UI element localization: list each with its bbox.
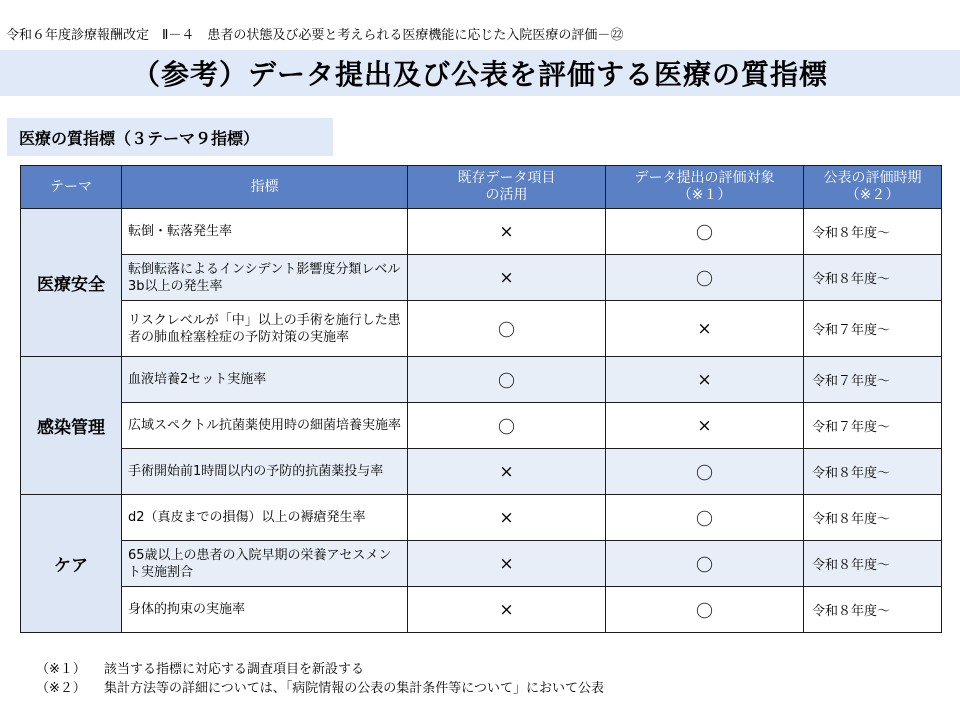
- table-row: [21, 255, 942, 301]
- header-indicator: 指標: [122, 166, 408, 209]
- header-submit-line2: （※１）: [677, 187, 732, 203]
- existing-data-cell: ×: [408, 541, 606, 587]
- table-row: [21, 587, 942, 633]
- section-title: 医療の質指標（３テーマ９指標）: [19, 128, 260, 148]
- data-submission-cell: 〇: [606, 495, 804, 541]
- publish-period-cell: 令和８年度～: [804, 449, 942, 495]
- existing-data-cell: 〇: [408, 357, 606, 403]
- publish-period-cell: 令和８年度～: [804, 255, 942, 301]
- indicator-cell: 65歳以上の患者の入院早期の栄養アセスメント実施割合: [122, 541, 408, 587]
- header-breadcrumb: 令和６年度診療報酬改定 Ⅱ－４ 患者の状態及び必要と考えられる医療機能に応じた入院医療の評価－㉒: [6, 28, 624, 43]
- existing-data-cell: ×: [408, 495, 606, 541]
- publish-period-cell: 令和８年度～: [804, 495, 942, 541]
- table-row: [21, 449, 942, 495]
- theme-cell: ケア: [21, 495, 122, 633]
- table-row: [21, 495, 942, 541]
- header-existing-data: [408, 166, 606, 209]
- publish-period-cell: 令和８年度～: [804, 587, 942, 633]
- existing-data-cell: ×: [408, 209, 606, 255]
- data-submission-cell: ×: [606, 301, 804, 357]
- data-submission-cell: 〇: [606, 209, 804, 255]
- header-publish-line1: 公表の評価時期: [823, 170, 922, 186]
- table-row: [21, 357, 942, 403]
- publish-period-cell: 令和８年度～: [804, 541, 942, 587]
- indicator-cell: リスクレベルが「中」以上の手術を施行した患者の肺血栓塞栓症の予防対策の実施率: [122, 301, 408, 357]
- data-submission-cell: 〇: [606, 587, 804, 633]
- data-submission-cell: 〇: [606, 541, 804, 587]
- existing-data-cell: 〇: [408, 301, 606, 357]
- footnote-key: （※２）: [36, 681, 86, 696]
- indicator-cell: 身体的拘束の実施率: [122, 587, 408, 633]
- header-submit-line1: データ提出の評価対象: [634, 170, 775, 186]
- existing-data-cell: ×: [408, 255, 606, 301]
- indicator-cell: 手術開始前1時間以内の予防的抗菌薬投与率: [122, 449, 408, 495]
- footnote-key: （※１）: [36, 662, 86, 677]
- table-header-row: [21, 166, 942, 209]
- footnote: [36, 679, 604, 698]
- footnote-text: 該当する指標に対応する調査項目を新設する: [104, 662, 365, 677]
- existing-data-cell: ×: [408, 449, 606, 495]
- table-row: [21, 403, 942, 449]
- data-submission-cell: ×: [606, 403, 804, 449]
- indicator-cell: 転倒・転落発生率: [122, 209, 408, 255]
- header-publish-line2: （※２）: [845, 187, 900, 203]
- page-title: （参考）データ提出及び公表を評価する医療の質指標: [131, 58, 828, 91]
- theme-cell: 感染管理: [21, 357, 122, 495]
- indicator-cell: d2（真皮までの損傷）以上の褥瘡発生率: [122, 495, 408, 541]
- data-submission-cell: 〇: [606, 255, 804, 301]
- publish-period-cell: 令和８年度～: [804, 209, 942, 255]
- indicator-cell: 広域スペクトル抗菌薬使用時の細菌培養実施率: [122, 403, 408, 449]
- footnotes: [36, 660, 604, 698]
- table-row: [21, 209, 942, 255]
- table-row: [21, 301, 942, 357]
- header-existing-line2: の活用: [485, 187, 528, 203]
- existing-data-cell: ×: [408, 587, 606, 633]
- header-theme: テーマ: [21, 166, 122, 209]
- indicator-cell: 血液培養2セット実施率: [122, 357, 408, 403]
- data-submission-cell: ×: [606, 357, 804, 403]
- publish-period-cell: 令和７年度～: [804, 403, 942, 449]
- indicator-cell: 転倒転落によるインシデント影響度分類レベル3b以上の発生率: [122, 255, 408, 301]
- table-row: [21, 541, 942, 587]
- theme-cell: 医療安全: [21, 209, 122, 357]
- existing-data-cell: 〇: [408, 403, 606, 449]
- data-submission-cell: 〇: [606, 449, 804, 495]
- quality-indicator-table: [20, 165, 942, 633]
- title-band: [0, 50, 960, 96]
- publish-period-cell: 令和７年度～: [804, 301, 942, 357]
- header-publish-period: [804, 166, 942, 209]
- footnote: [36, 660, 604, 679]
- footnote-text: 集計方法等の詳細については、「病院情報の公表の集計条件等について」において公表: [104, 681, 604, 696]
- publish-period-cell: 令和７年度～: [804, 357, 942, 403]
- section-band: [7, 118, 333, 156]
- header-existing-line1: 既存データ項目: [457, 170, 556, 186]
- header-data-submission: [606, 166, 804, 209]
